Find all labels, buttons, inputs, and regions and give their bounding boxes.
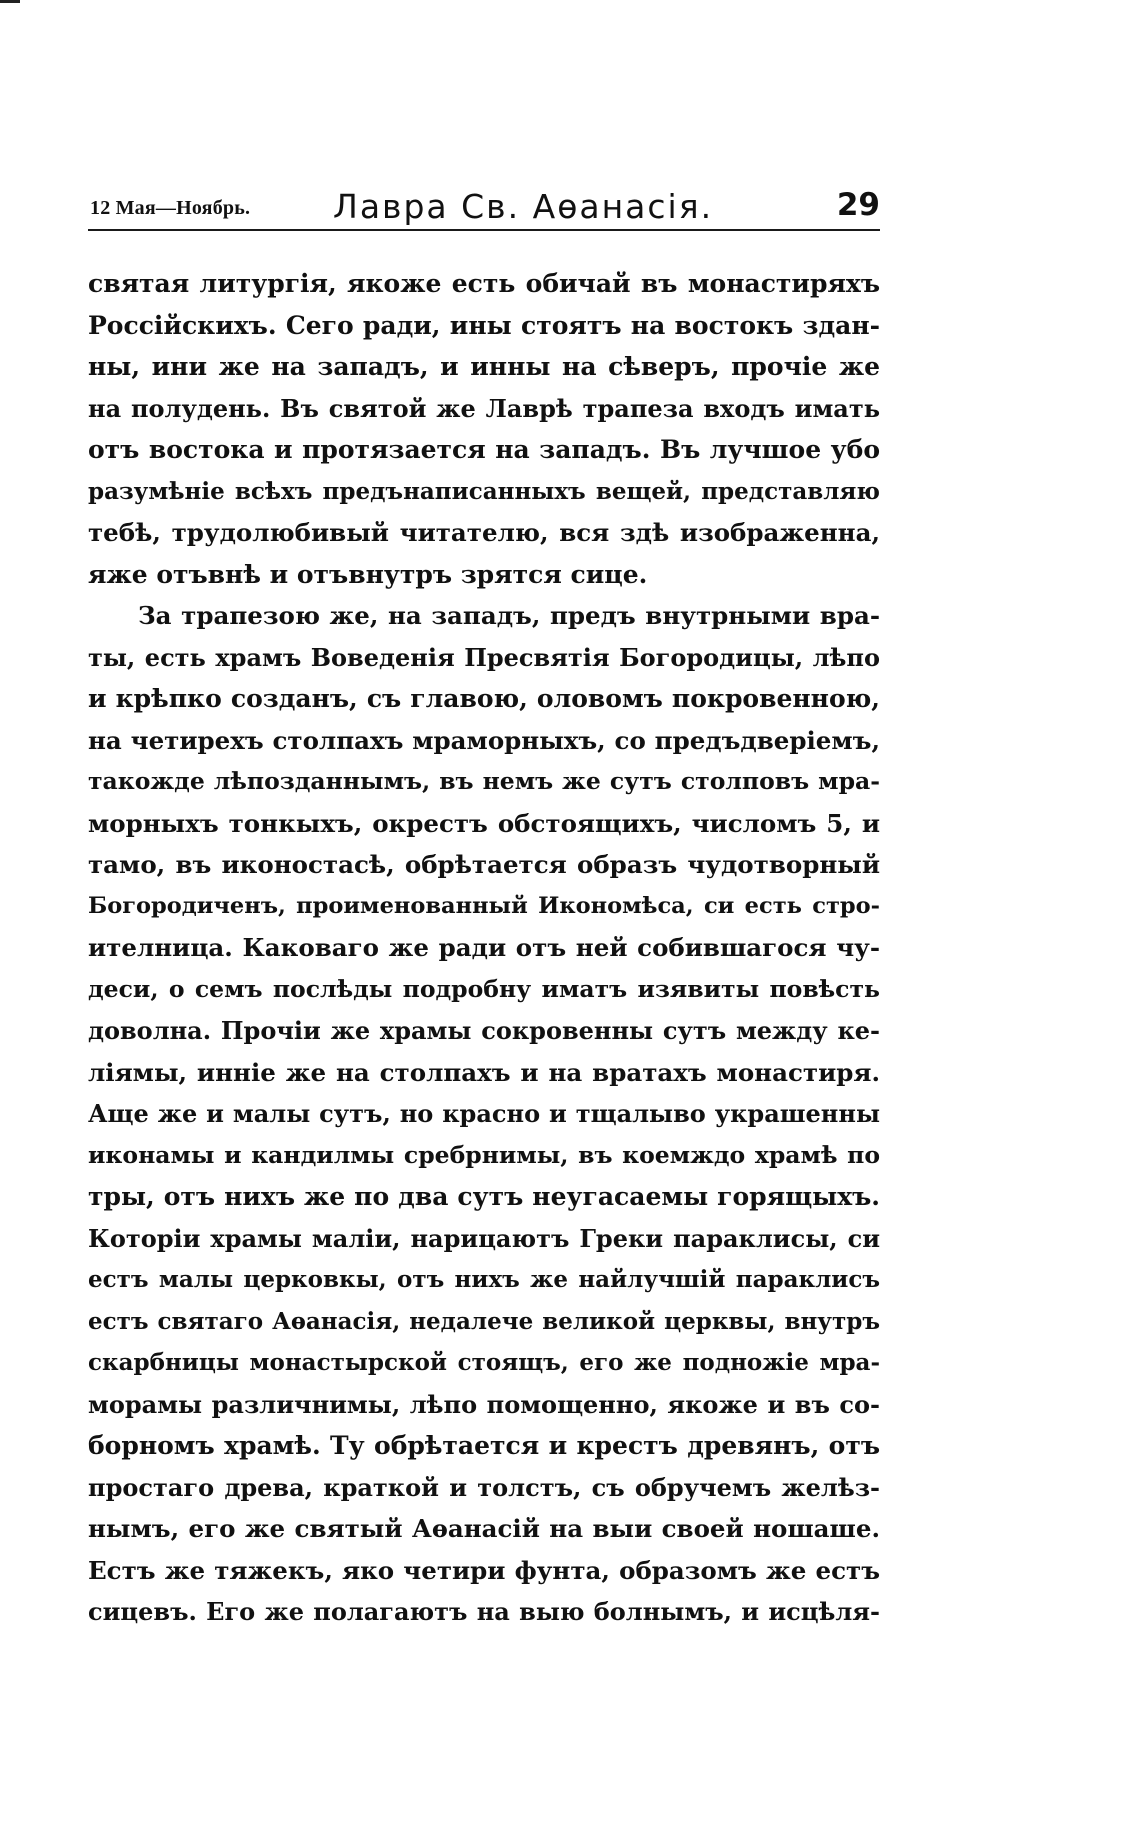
text-line: отъ востока и протязается на западъ. Въ лучшое убо: [88, 435, 880, 464]
text-line: Богородиченъ, проименованный Икономѣса, си есть стро-: [88, 892, 880, 919]
text-line: сицевъ. Его же полагаютъ на выю болнымъ, и исцѣля-: [88, 1597, 880, 1626]
text-line: святая литургія, якоже есть обичай въ монастиряхъ: [88, 269, 880, 298]
text-line: морамы различнимы, лѣпо помощенно, якоже и въ со-: [88, 1389, 880, 1419]
header-rule: [88, 229, 880, 231]
text-line: За трапезою же, на западъ, предъ внутрными вра-: [138, 601, 880, 630]
text-line: нымъ, его же святый Аѳанасій на выи своей ношаше.: [88, 1514, 880, 1543]
header-title: Лавра Св. Аѳанасія.: [333, 187, 714, 226]
text-line: скарбницы монастырской стоящъ, его же подножіе мра-: [88, 1349, 880, 1376]
text-line: иконамы и кандилмы сребрнимы, въ коемждо храмѣ по: [88, 1140, 880, 1169]
paragraph-2: [88, 595, 880, 1633]
running-head: [88, 185, 880, 225]
text-line: Естъ же тяжекъ, яко четири фунта, образомъ же естъ: [88, 1555, 880, 1585]
text-line: Которіи храмы маліи, нарицаютъ Греки параклисы, си: [88, 1223, 880, 1253]
text-line: Россійскихъ. Сего ради, ины стоятъ на востокъ здан-: [88, 310, 880, 340]
text-line: естъ малы церковкы, отъ нихъ же найлучшій параклисъ: [88, 1266, 880, 1293]
text-line: естъ святаго Аѳанасія, недалече великой церквы, внутръ: [88, 1307, 880, 1335]
text-line: такожде лѣпозданнымъ, въ немъ же сутъ столповъ мра-: [88, 767, 880, 795]
text-line: яже отъвнѣ и отъвнутръ зрятся сице.: [88, 559, 648, 589]
text-line: ителница. Каковаго же ради отъ ней собившагося чу-: [88, 933, 880, 962]
text-line: тры, отъ нихъ же по два сутъ неугасаемы горящыхъ.: [88, 1182, 880, 1211]
text-line: морныхъ тонкыхъ, окрестъ обстоящихъ, числомъ 5, и: [88, 808, 880, 838]
text-line: деси, о семъ послѣды подробну иматъ изявиты повѣсть: [88, 974, 880, 1003]
header-date-range: 12 Мая—Ноябрь.: [90, 197, 251, 219]
paragraph-1: [88, 263, 880, 595]
text-line: и крѣпко созданъ, съ главою, оловомъ покровенною,: [88, 684, 880, 713]
text-line: ліямы, инніе же на столпахъ и на вратахъ монастиря.: [88, 1057, 880, 1087]
text-line: доволна. Прочіи же храмы сокровенны сутъ между ке-: [88, 1016, 880, 1045]
page-number: 29: [836, 187, 880, 223]
text-line: ты, есть храмъ Воведенія Пресвятія Богородицы, лѣпо: [88, 642, 880, 672]
text-line: разумѣніе всѣхъ предънаписанныхъ вещей, представляю: [88, 477, 880, 505]
text-line: тебѣ, трудолюбивый читателю, вся здѣ изображенна,: [88, 518, 880, 547]
text-line: простаго древа, краткой и толстъ, съ обручемъ желѣз-: [88, 1472, 880, 1502]
body-text: [88, 263, 880, 1633]
text-line: ны, ини же на западъ, и инны на сѣверъ, прочіе же: [88, 352, 880, 381]
text-line: на четирехъ столпахъ мраморныхъ, со предъдверіемъ,: [88, 725, 880, 755]
text-line: борномъ храмѣ. Ту обрѣтается и крестъ древянъ, отъ: [88, 1431, 880, 1460]
text-line: тамо, въ иконостасѣ, обрѣтается образъ чудотворный: [88, 850, 880, 879]
scan-corner-mark: [0, 0, 20, 3]
text-line: Аще же и малы сутъ, но красно и тщалыво украшенны: [88, 1099, 880, 1128]
text-line: на полудень. Въ святой же Лаврѣ трапеза входъ имать: [88, 393, 880, 423]
